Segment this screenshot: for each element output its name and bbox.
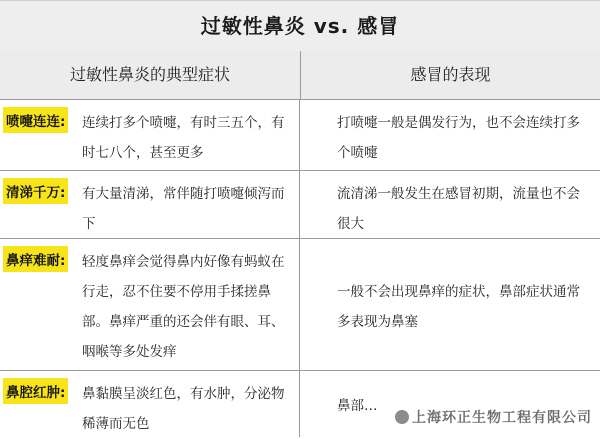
cold-cell bbox=[301, 100, 600, 170]
table-row bbox=[0, 171, 600, 239]
table-row bbox=[0, 371, 600, 437]
allergy-description: 轻度鼻痒会觉得鼻内好像有蚂蚁在行走，忍不住要不停用手揉搓鼻部。鼻痒严重的还会伴有眼、耳、咽喉等多处发痒 bbox=[82, 254, 285, 360]
symptom-tag: 鼻腔红肿: bbox=[3, 378, 68, 404]
symptom-tag: 鼻痒难耐: bbox=[3, 246, 68, 272]
allergy-cell bbox=[0, 371, 300, 437]
allergy-description: 有大量清涕，常伴随打喷嚏倾泻而下 bbox=[82, 186, 285, 232]
cold-description: 打喷嚏一般是偶发行为，也不会连续打多个喷嚏 bbox=[337, 115, 580, 161]
watermark-text: 上海环正生物工程有限公司 bbox=[412, 410, 592, 426]
cold-cell bbox=[301, 371, 600, 437]
column-header-cold: 感冒的表现 bbox=[301, 51, 600, 100]
allergy-cell bbox=[0, 171, 300, 238]
allergy-description: 鼻黏膜呈淡红色，有水肿，分泌物稀薄而无色 bbox=[82, 386, 285, 432]
allergy-cell bbox=[0, 100, 300, 170]
cold-cell bbox=[301, 171, 600, 238]
watermark bbox=[395, 407, 592, 427]
symptom-tag: 喷嚏连连: bbox=[3, 107, 68, 133]
allergy-cell bbox=[0, 239, 300, 370]
column-header-allergy: 过敏性鼻炎的典型症状 bbox=[0, 51, 301, 100]
cold-description: 鼻部… bbox=[337, 398, 378, 414]
page-title: 过敏性鼻炎 vs. 感冒 bbox=[0, 0, 600, 52]
table-row bbox=[0, 100, 600, 171]
wechat-icon bbox=[395, 410, 409, 424]
table-row bbox=[0, 239, 600, 371]
cold-description: 一般不会出现鼻痒的症状，鼻部症状通常多表现为鼻塞 bbox=[337, 284, 580, 330]
allergy-description: 连续打多个喷嚏，有时三五个，有时七八个，甚至更多 bbox=[82, 115, 285, 161]
cold-description: 流清涕一般发生在感冒初期，流量也不会很大 bbox=[337, 186, 580, 232]
symptom-tag: 清涕千万: bbox=[3, 178, 68, 204]
cold-cell bbox=[301, 239, 600, 370]
